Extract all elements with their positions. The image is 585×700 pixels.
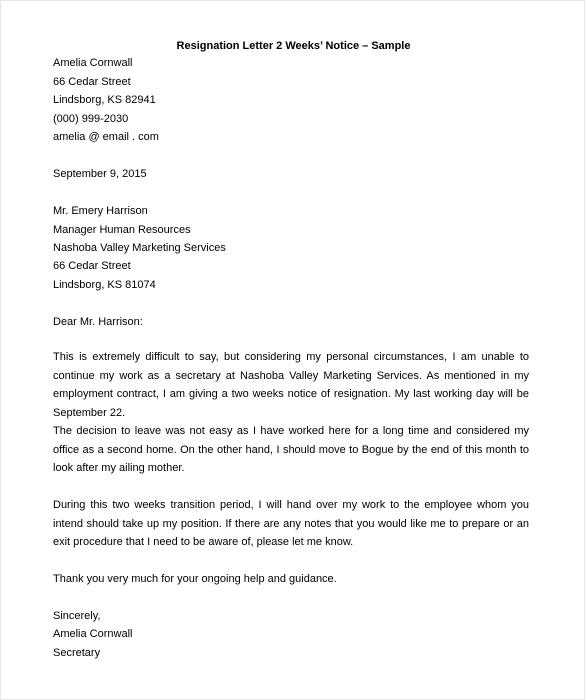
recipient-street: 66 Cedar Street: [53, 260, 131, 272]
body-paragraph-1: This is extremely difficult to say, but considering my personal circumstances, I am unable to continue my work as a secretary at Nashoba Valley Marketing Services. As mentioned in my employment contract, I am giving a two weeks notice of resignation. My last working day will be September 22.: [53, 351, 529, 419]
sender-email: amelia @ email . com: [53, 131, 159, 143]
body-paragraph-3: During this two weeks transition period, I will hand over my work to the employee whom you intend should take up my position. If there are any notes that you would like me to prepare or an exit procedure that I need to be aware of, please let me know.: [53, 499, 529, 548]
sender-name: Amelia Cornwall: [53, 57, 133, 69]
body-paragraph-4: Thank you very much for your ongoing help and guidance.: [53, 573, 337, 585]
salutation: Dear Mr. Harrison:: [53, 316, 143, 328]
recipient-city: Lindsborg, KS 81074: [53, 279, 156, 291]
closing-title: Secretary: [53, 647, 101, 659]
sender-city: Lindsborg, KS 82941: [53, 94, 156, 106]
closing-name: Amelia Cornwall: [53, 628, 133, 640]
sender-street: 66 Cedar Street: [53, 76, 131, 88]
sender-phone: (000) 999-2030: [53, 113, 129, 125]
closing-valediction: Sincerely,: [53, 610, 101, 622]
document-title: Resignation Letter 2 Weeks’ Notice – Sample: [176, 40, 411, 52]
recipient-position: Manager Human Resources: [53, 224, 191, 236]
recipient-company: Nashoba Valley Marketing Services: [53, 242, 226, 254]
recipient-name: Mr. Emery Harrison: [53, 205, 148, 217]
letter-date: September 9, 2015: [53, 168, 147, 180]
body-paragraph-2: The decision to leave was not easy as I have worked here for a long time and considered my office as a second home. On the other hand, I should move to Bogue by the end of this month to look after my ailing mother.: [53, 425, 529, 474]
